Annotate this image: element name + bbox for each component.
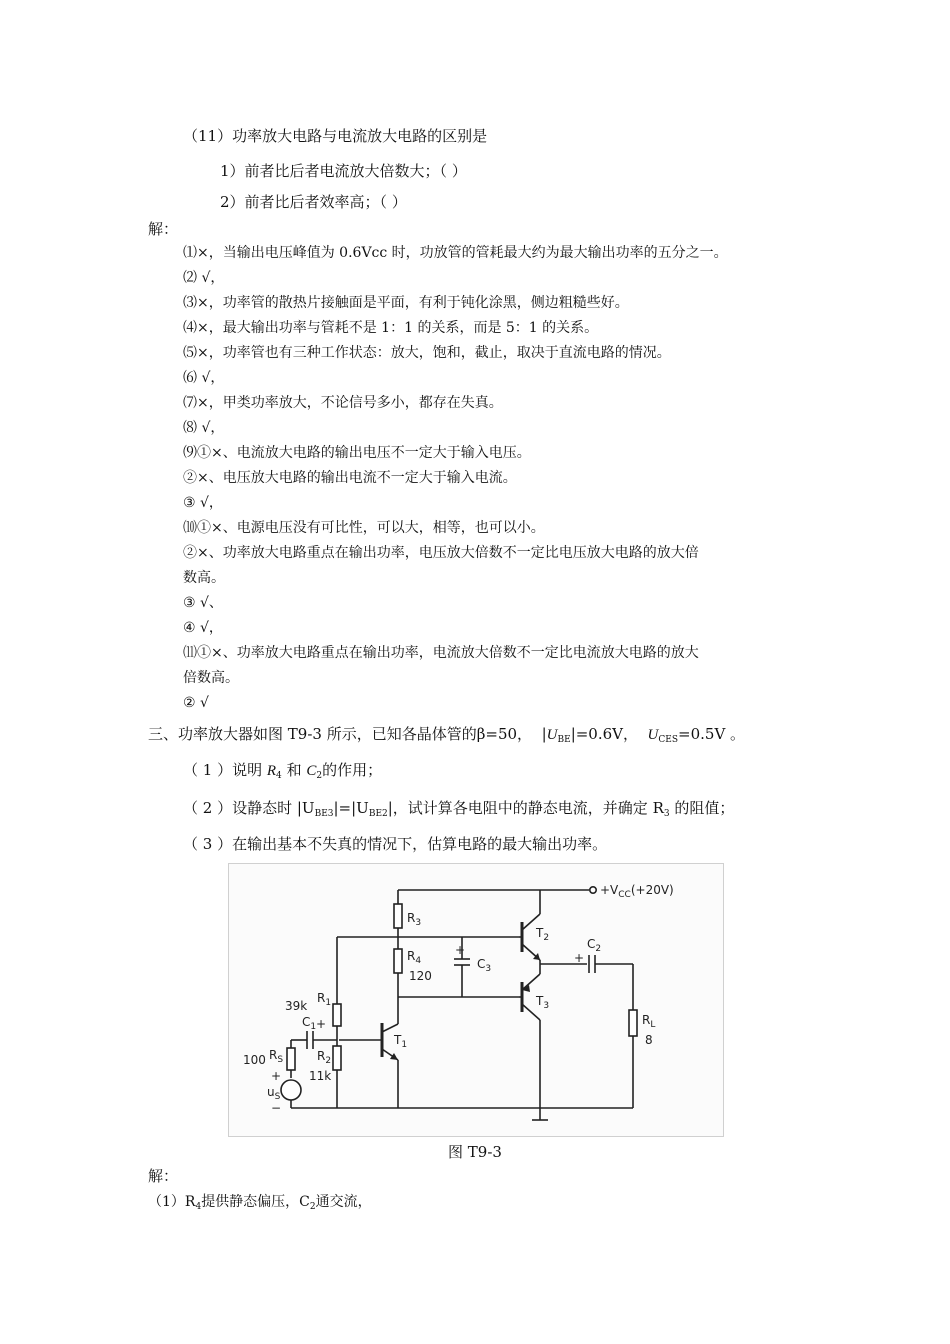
t3-label: $T_3$ — [536, 994, 550, 1011]
circuit-diagram — [229, 864, 723, 1136]
answer-line: ②×、电压放大电路的输出电流不一定大于输入电流。 — [183, 470, 517, 486]
rl-value: 8 — [645, 1033, 653, 1047]
circuit-figure — [228, 863, 724, 1137]
r3-label: $R_3$ — [407, 911, 422, 928]
q3-part-3: （ 3 ）在输出基本不失真的情况下，估算电路的最大输出功率。 — [183, 835, 608, 853]
answer-line: ⑻ √， — [183, 420, 225, 436]
us-plus: + — [271, 1069, 282, 1083]
rs-value: 100 — [243, 1053, 266, 1067]
q3-intro: 三、功率放大器如图 T9-3 所示，已知各晶体管的β=50， $|U_{BE}|=0.6V$， $U_{CES}=0.5V$ 。 — [148, 725, 746, 745]
vcc-label: $+V_{CC}(+20V)$ — [600, 883, 674, 900]
answer-line: ⑵ √， — [183, 270, 225, 286]
q3-part-2: （ 2 ）设静态时 $|U_{BE3}|=|U_{BE2}|$，试计算各电阻中的静态电流，并确定 $R_3$ 的阻值； — [183, 799, 735, 819]
answer-line: 倍数高。 — [183, 670, 239, 686]
rs-label: $R_S$ — [269, 1048, 284, 1065]
t2-label: $T_2$ — [536, 926, 550, 943]
answer-line: ⑹ √， — [183, 370, 225, 386]
answer-line: 数高。 — [183, 570, 225, 586]
answer-line: ②×、功率放大电路重点在输出功率，电压放大倍数不一定比电压放大电路的放大倍 — [183, 545, 699, 561]
us-minus: − — [271, 1101, 282, 1115]
r1-label: $R_1$ — [317, 991, 332, 1008]
answer-line: ⑴×，当输出电压峰值为 0.6Vcc 时，功放管的管耗最大约为最大输出功率的五分之一。 — [183, 245, 728, 261]
answer-line: ④ √， — [183, 620, 223, 636]
r2-value: 11k — [309, 1069, 332, 1083]
q11-option-2: 2）前者比后者效率高；（ ） — [220, 193, 407, 211]
solution-label: 解： — [148, 1167, 179, 1185]
answer-line: ⑺×，甲类功率放大，不论信号多小，都存在失真。 — [183, 395, 503, 411]
c3-label: $C_3$ — [477, 957, 492, 974]
answers-label: 解： — [148, 220, 179, 238]
rl-label: $R_L$ — [642, 1013, 656, 1030]
q3-part-1: （ 1 ）说明 $R_4$ 和 $C_2$的作用； — [183, 761, 383, 781]
c3-plus: + — [455, 943, 466, 957]
answer-line: ② √ — [183, 695, 209, 711]
q11-option-1: 1）前者比后者电流放大倍数大；（ ） — [220, 162, 467, 180]
r4-value: 120 — [409, 969, 432, 983]
answer-line: ⑸×，功率管也有三种工作状态：放大，饱和，截止，取决于直流电路的情况。 — [183, 345, 671, 361]
t1-label: $T_1$ — [394, 1033, 408, 1050]
r4-label: $R_4$ — [407, 949, 422, 966]
r2-label: $R_2$ — [317, 1049, 332, 1066]
c2-label: $C_2$ — [587, 937, 602, 954]
answer-line: ③ √、 — [183, 595, 223, 611]
answer-line: ⑽①×、电源电压没有可比性，可以大，相等，也可以小。 — [183, 520, 545, 536]
c1-plus: + — [316, 1017, 327, 1031]
answer-line: ⑷×，最大输出功率与管耗不是 1：1 的关系，而是 5：1 的关系。 — [183, 320, 599, 336]
us-label: $u_S$ — [267, 1085, 281, 1102]
answer-line: ⑼①×、电流放大电路的输出电压不一定大于输入电压。 — [183, 445, 531, 461]
c2-plus: + — [574, 951, 585, 965]
answer-line: ⑶×，功率管的散热片接触面是平面，有利于钝化涂黑，侧边粗糙些好。 — [183, 295, 629, 311]
figure-caption: 图 T9-3 — [448, 1143, 502, 1161]
r1-value: 39k — [285, 999, 308, 1013]
solution-line-1: $(1)R_4$提供静态偏压，$C_2$通交流， — [148, 1194, 372, 1212]
q11-title: （11）功率放大电路与电流放大电路的区别是 — [183, 127, 488, 145]
beta-value: β=50 — [476, 725, 518, 743]
c1-label: $C_1$ — [302, 1015, 317, 1032]
answer-line: ③ √， — [183, 495, 223, 511]
answer-line: ⑾①×、功率放大电路重点在输出功率，电流放大倍数不一定比电流放大电路的放大 — [183, 645, 699, 661]
